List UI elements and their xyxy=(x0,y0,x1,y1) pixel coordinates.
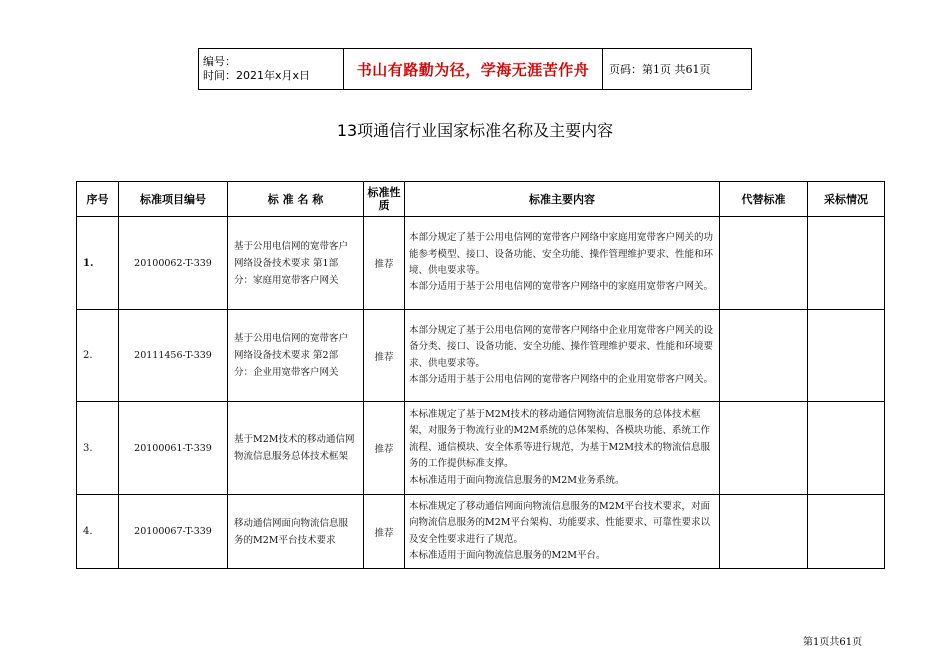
row-name: 移动通信网面向物流信息服务的M2M平台技术要求 xyxy=(228,495,364,569)
table-row xyxy=(77,402,885,495)
col-header-seq: 序号 xyxy=(77,182,119,217)
row-nature: 推荐 xyxy=(364,217,405,310)
document-header xyxy=(198,48,752,90)
row-seq: 3. xyxy=(77,402,119,495)
row-adopt xyxy=(808,217,885,310)
row-name: 基于公用电信网的宽带客户网络设备技术要求 第2部分：企业用宽带客户网关 xyxy=(228,310,364,402)
row-adopt xyxy=(808,402,885,495)
header-meta xyxy=(199,49,344,90)
row-replace xyxy=(720,310,808,402)
serial-number-label: 编号： xyxy=(203,55,236,68)
col-header-adopt: 采标情况 xyxy=(808,182,885,217)
row-replace xyxy=(720,402,808,495)
row-name: 基于公用电信网的宽带客户网络设备技术要求 第1部分：家庭用宽带客户网关 xyxy=(228,217,364,310)
row-content: 本标准规定了移动通信网面向物流信息服务的M2M平台技术要求，对面向物流信息服务的M2M平台架构、功能要求、性能要求、可靠性要求以及安全性要求进行了规范。 本标准适用于面向物流信息服务的M2M平台。 xyxy=(405,495,720,569)
row-content: 本部分规定了基于公用电信网的宽带客户网络中企业用宽带客户网关的设备分类、接口、设备功能、安全功能、操作管理维护要求、性能和环境要求、供电要求等。 本部分适用于基于公用电信网的宽带客户网络中的企业用宽带客户网关。 xyxy=(405,310,720,402)
col-header-content: 标准主要内容 xyxy=(405,182,720,217)
standards-table xyxy=(76,181,885,569)
row-nature: 推荐 xyxy=(364,310,405,402)
header-page-code: 页码：第1页 共61页 xyxy=(603,49,752,90)
header-motto: 书山有路勤为径，学海无涯苦作舟 xyxy=(344,49,603,90)
row-name: 基于M2M技术的移动通信网物流信息服务总体技术框架 xyxy=(228,402,364,495)
page-title: 13项通信行业国家标准名称及主要内容 xyxy=(336,121,614,140)
col-header-name: 标 准 名 称 xyxy=(228,182,364,217)
row-code: 20111456-T-339 xyxy=(119,310,228,402)
row-adopt xyxy=(808,310,885,402)
table-row xyxy=(77,310,885,402)
col-header-replace: 代替标准 xyxy=(720,182,808,217)
row-replace xyxy=(720,495,808,569)
page-footer: 第1页共61页 xyxy=(803,637,863,648)
row-adopt xyxy=(808,495,885,569)
row-code: 20100062-T-339 xyxy=(119,217,228,310)
row-content: 本标准规定了基于M2M技术的移动通信网物流信息服务的总体技术框架，对服务于物流行业的M2M系统的总体架构、各模块功能、系统工作流程、通信模块、安全体系等进行规范，为基于M2M技术的物流信息服务的工作提供标准支撑。 本标准适用于面向物流信息服务的M2M业务系统。 xyxy=(405,402,720,495)
date-label: 时间：2021年x月x日 xyxy=(203,69,311,82)
table-row xyxy=(77,217,885,310)
row-seq: 2. xyxy=(77,310,119,402)
col-header-nature: 标准性质 xyxy=(364,182,405,217)
row-code: 20100061-T-339 xyxy=(119,402,228,495)
row-nature: 推荐 xyxy=(364,495,405,569)
row-code: 20100067-T-339 xyxy=(119,495,228,569)
row-seq: 1. xyxy=(77,217,119,310)
table-header-row xyxy=(77,182,885,217)
col-header-code: 标准项目编号 xyxy=(119,182,228,217)
row-replace xyxy=(720,217,808,310)
row-content: 本部分规定了基于公用电信网的宽带客户网络中家庭用宽带客户网关的功能参考模型、接口、设备功能、安全功能、操作管理维护要求、性能和环境、供电要求等。 本部分适用于基于公用电信网的宽带客户网络中的家庭用宽带客户网关。 xyxy=(405,217,720,310)
row-seq: 4. xyxy=(77,495,119,569)
row-nature: 推荐 xyxy=(364,402,405,495)
table-row xyxy=(77,495,885,569)
